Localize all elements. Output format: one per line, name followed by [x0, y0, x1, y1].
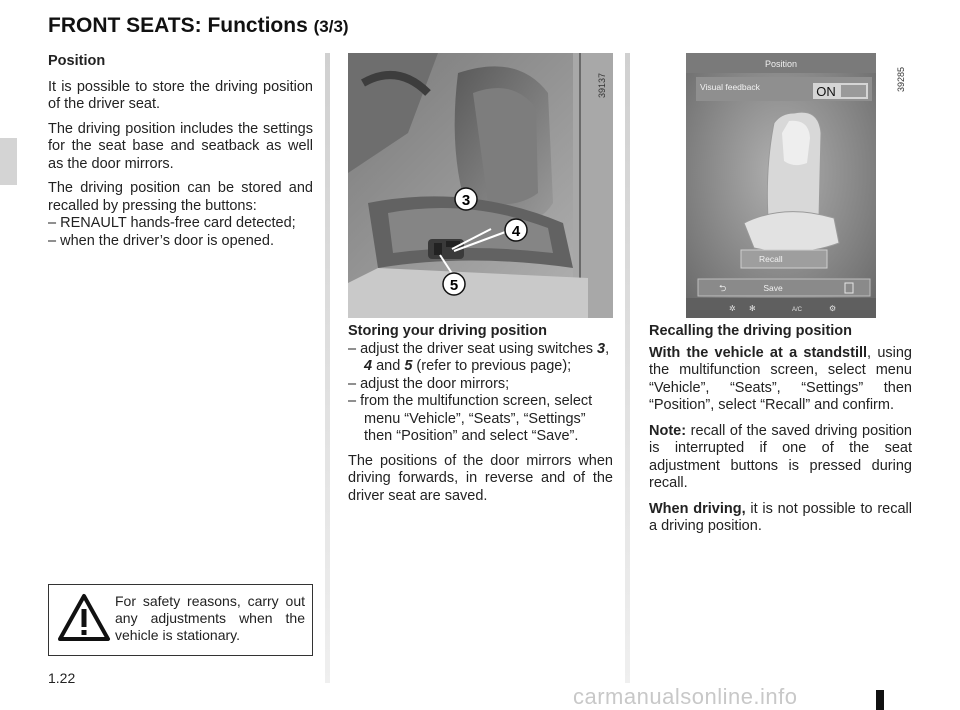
chapter-tab: [0, 138, 17, 185]
seat-photo-figure: [348, 53, 613, 318]
safety-warning-box: [48, 584, 313, 656]
callout-label: 3: [461, 192, 471, 209]
column-divider: [625, 53, 630, 683]
page-title: [48, 14, 349, 38]
list-item: – adjust the driver seat using switches 3, 4 and 5 (refer to previous page);: [348, 340, 610, 374]
recall-label: Recall: [759, 254, 783, 264]
warning-text: For safety reasons, carry out any adjustments when the vehicle is stationary.: [115, 593, 305, 643]
column-divider: [325, 53, 330, 683]
title-text: FRONT SEATS: Functions: [48, 14, 308, 37]
back-icon: ⮌: [719, 283, 727, 293]
screen-header: Position: [764, 59, 798, 69]
paragraph: The positions of the door mirrors when driving forwards, in reverse and of the driver seat are saved.: [348, 452, 613, 504]
seat-photo: [348, 53, 613, 318]
left-column: [48, 53, 313, 250]
callout-label: 5: [449, 277, 459, 294]
section-heading-recalling: Recalling the driving position: [649, 323, 853, 339]
paragraph: Note: recall of the saved driving position is interrupted if one of the seat adjustment buttons is pressed during recall.: [649, 422, 912, 491]
paragraph: When driving, it is not possible to recall a driving position.: [649, 500, 912, 534]
visual-feedback-label: Visual feedback: [700, 82, 760, 92]
figure-ref-number: 39285: [896, 66, 906, 92]
bullet-list: [348, 341, 613, 446]
ventilation-icon: ✲: [729, 304, 736, 313]
figure-ref-number: 39137: [597, 72, 607, 98]
bullet-list: [48, 215, 313, 250]
ac-label: A/C: [791, 307, 803, 313]
warning-triangle-icon: [57, 593, 111, 643]
settings-icon: ⚙: [829, 304, 837, 313]
paragraph: The driving position includes the settings for the seat base and seatback as well as the door mirrors.: [48, 120, 313, 172]
toggle-value: ON: [816, 84, 836, 99]
right-column: [649, 323, 912, 544]
callout-3: [455, 188, 477, 210]
screen-illustration: [649, 53, 912, 318]
paragraph: It is possible to store the driving position of the driver seat.: [48, 78, 313, 112]
paragraph: With the vehicle at a standstill, using the multifunction screen, select menu “Vehicle”, “Seats”, “Settings” then “Position”, select “Recall” and confirm.: [649, 344, 912, 413]
multifunction-screen-figure: [649, 53, 912, 318]
fan-icon: ✻: [749, 304, 756, 313]
callout-5: [443, 273, 465, 295]
page-number: 1.22: [48, 670, 76, 686]
list-item: – RENAULT hands-free card detected;: [48, 215, 296, 231]
section-heading-storing: Storing your driving position: [348, 323, 547, 339]
middle-column: [348, 323, 613, 512]
corner-mark: [876, 690, 884, 710]
callout-label: 4: [511, 223, 521, 240]
paragraph: The driving position can be stored and recalled by pressing the buttons:: [48, 180, 313, 214]
callout-4: [505, 219, 527, 241]
title-part: (3/3): [313, 17, 349, 36]
save-label: Save: [763, 283, 783, 293]
list-item: – adjust the door mirrors;: [348, 375, 510, 392]
section-heading-position: Position: [48, 53, 106, 69]
list-item: – when the driver’s door is opened.: [48, 232, 274, 249]
list-item: – from the multifunction screen, select menu “Vehicle”, “Seats”, “Settings” then “Position” and select “Save”.: [348, 393, 593, 444]
recall-button[interactable]: [741, 250, 827, 268]
watermark: carmanualsonline.info: [573, 684, 798, 709]
